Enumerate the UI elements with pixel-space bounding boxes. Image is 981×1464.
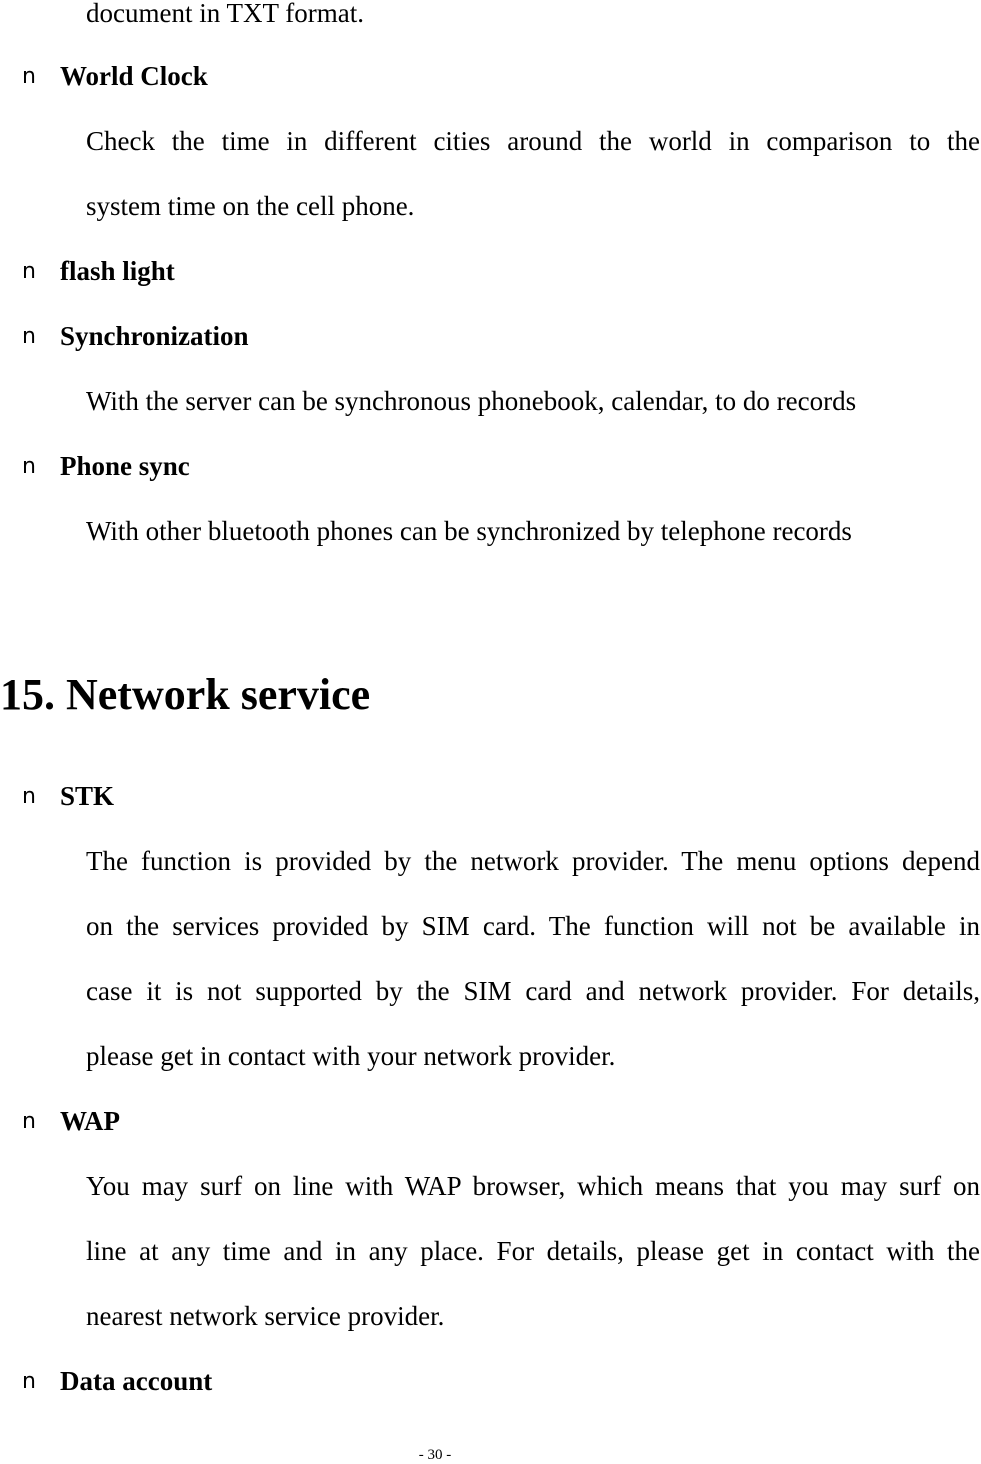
- stk-line-3: case it is not supported by the SIM card and network provider. For details,: [86, 976, 980, 1006]
- bullet-icon: n: [22, 1109, 36, 1134]
- item-title-stk: STK: [60, 781, 115, 811]
- bullet-icon: n: [22, 1369, 36, 1394]
- wap-line-1: You may surf on line with WAP browser, which means that you may surf on: [86, 1171, 980, 1201]
- phone-sync-line-1: With other bluetooth phones can be synchronized by telephone records: [86, 516, 852, 546]
- wap-line-2: line at any time and in any place. For details, please get in contact with the: [86, 1236, 980, 1266]
- item-title-synchronization: Synchronization: [60, 321, 249, 351]
- bullet-icon: n: [22, 784, 36, 809]
- bullet-icon: n: [22, 259, 36, 284]
- item-title-flash-light: flash light: [60, 256, 175, 286]
- world-clock-line-1: Check the time in different cities around the world in comparison to the: [86, 126, 980, 156]
- wap-line-3: nearest network service provider.: [86, 1301, 445, 1331]
- world-clock-line-2: system time on the cell phone.: [86, 191, 415, 221]
- stk-line-2: on the services provided by SIM card. The function will not be available in: [86, 911, 980, 941]
- synchronization-line-1: With the server can be synchronous phonebook, calendar, to do records: [86, 386, 857, 416]
- item-title-world-clock: World Clock: [60, 61, 208, 91]
- stk-line-4: please get in contact with your network provider.: [86, 1041, 616, 1071]
- stk-line-1: The function is provided by the network provider. The menu options depend: [86, 846, 980, 876]
- bullet-icon: n: [22, 64, 36, 89]
- page-number: - 30 -: [418, 1447, 452, 1463]
- continuation-line: document in TXT format.: [86, 0, 364, 28]
- bullet-icon: n: [22, 324, 36, 349]
- item-title-wap: WAP: [60, 1106, 120, 1136]
- section-title: 15. Network service: [0, 670, 371, 719]
- item-title-phone-sync: Phone sync: [60, 451, 190, 481]
- item-title-data-account: Data account: [60, 1366, 213, 1396]
- bullet-icon: n: [22, 454, 36, 479]
